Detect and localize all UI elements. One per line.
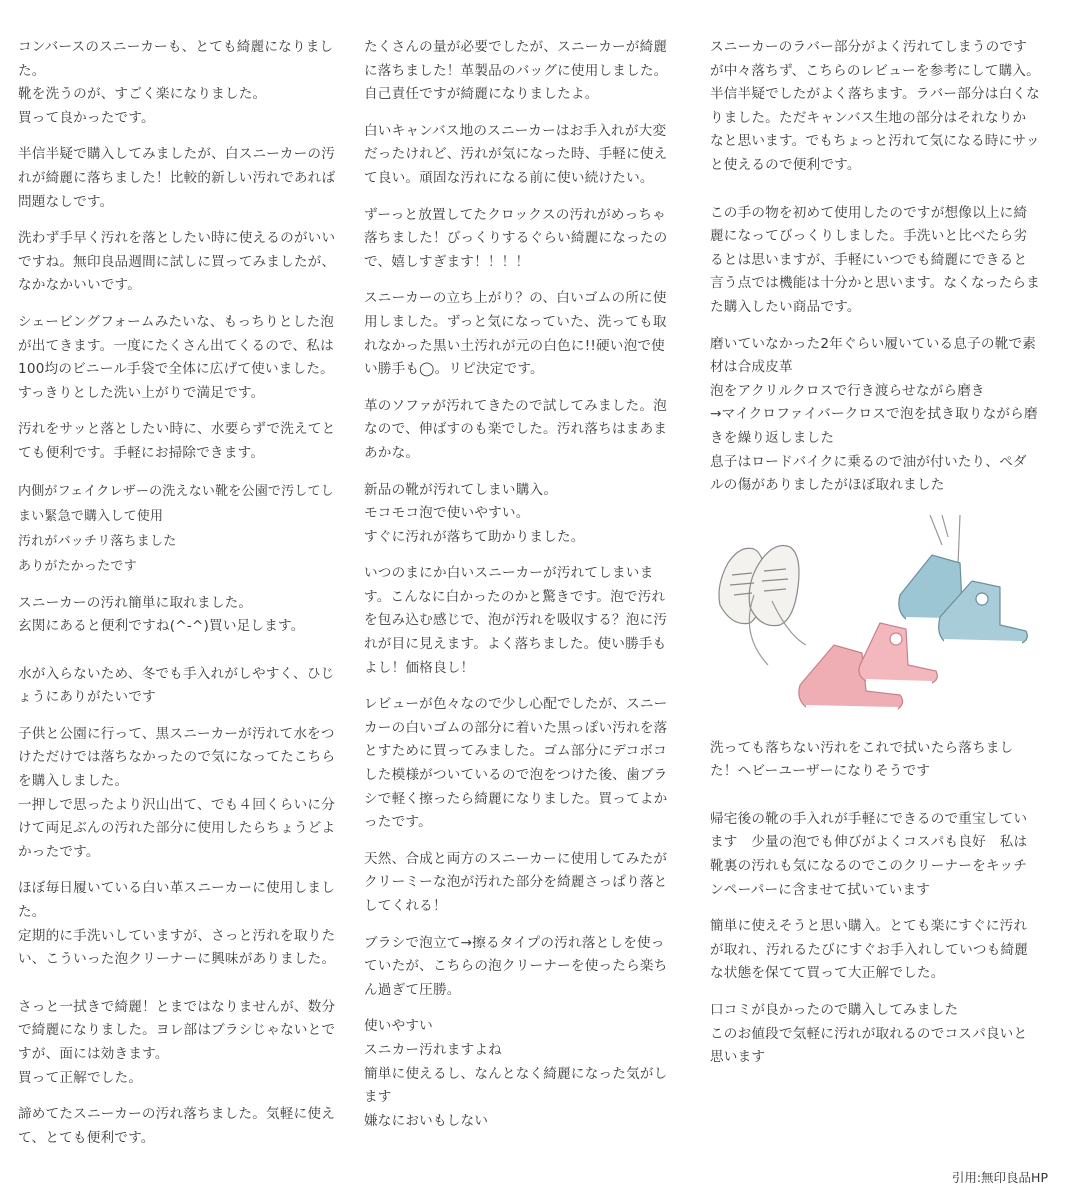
review-text: いつのまにか白いスニーカーが汚れてしまいます。こんなに白かったのかと驚きです。泡で汚れを包み込む感じで、泡が汚れを吸収する？泡に汚れが目に見えます。よく落ちました。使い勝手もよし！価格良し！ xyxy=(364,565,668,676)
review-text: 帰宅後の靴の手入れが手軽にできるので重宝しています 少量の泡でも伸びがよくコスパも良好 私は靴裏の汚れも気になるのでこのクリーナーをキッチンペーパーに含ませて拭いています xyxy=(710,810,1028,898)
review-text: 汚れをサッと落としたい時に、水要らずで洗えてとても便利です。手軽にお掃除できます。 xyxy=(18,421,336,461)
white-sneakers-icon xyxy=(719,545,806,665)
sneakers-illustration-icon xyxy=(710,515,1030,715)
source-credit: 引用:無印良品HP xyxy=(951,1170,1048,1185)
review-text: 水が入らないため、冬でも手入れがしやすく、ひじょうにありがたいです xyxy=(18,665,335,706)
review-text: 磨いていなかった2年ぐらい履いている息子の靴で素材は合成皮革 泡をアクリルクロスで行き渡らせながら磨き →マイクロファイバークロスで泡を拭き取りながら磨きを繰り返しました 息子はロードバイクに乗るので油が付いたり、ペダルの傷がありましたがほぼ取れました xyxy=(710,335,1038,494)
review-text: スニーカーの立ち上がり？の、白いゴムの所に使用しました。ずっと気になっていた、洗っても取れなかった黒い土汚れが元の白色に!!硬い泡で使い勝手も◯。リピ決定です。 xyxy=(364,290,667,378)
review-text: ずーっと放置してたクロックスの汚れがめっちゃ落ちました！びっくりするぐらい綺麗になったので、嬉しすぎます！！！！ xyxy=(364,206,668,270)
review-text: 諦めてたスニーカーの汚れ落ちました。気軽に使えて、とても便利です。 xyxy=(18,1106,335,1146)
review-text: ブラシで泡立て→擦るタイプの汚れ落としを使っていたが、こちらの泡クリーナーを使ったら楽ちん過ぎて圧勝。 xyxy=(364,934,668,998)
review-text: 半信半疑で購入してみましたが、白スニーカーの汚れが綺麗に落ちました！比較的新しい汚れであれば問題なしです。 xyxy=(18,146,336,210)
review-text: 天然、合成と両方のスニーカーに使用してみたがクリーミーな泡が汚れた部分を綺麗さっぱり落としてくれる！ xyxy=(364,850,668,914)
review-text: 内側がフェイクレザーの洗えない靴を公園で汚してしまい緊急で購入して使用 汚れがバッチリ落ちました ありがたかったです xyxy=(18,483,334,574)
review-column-3 xyxy=(710,36,1040,1083)
review-column-1 xyxy=(18,36,336,1163)
review-column-2 xyxy=(364,36,676,1146)
pink-sneakers-icon xyxy=(799,623,937,709)
review-text: スニーカーのラバー部分がよく汚れてしまうのですが中々落ちず、こちらのレビューを参考にして購入。半信半疑でしたがよく落ちます。ラバー部分は白くなりました。ただキャンバス生地の部分はそれなりかなと思います。でもちょっと汚れて気になる時にサッと使えるので便利です。 xyxy=(710,39,1040,173)
review-text: 洗っても落ちない汚れをこれで拭いたら落ちました！ヘビーユーザーになりそうです xyxy=(710,739,1014,780)
review-text: 簡単に使えそうと思い購入。とても楽にすぐに汚れが取れ、汚れるたびにすぐお手入れしていつも綺麗な状態を保てて買って大正解でした。 xyxy=(710,918,1029,982)
review-text: ほぼ毎日履いている白い革スニーカーに使用しました。 定期的に手洗いしていますが、さっと汚れを取りたい、こういった泡クリーナーに興味がありました。 xyxy=(18,880,336,968)
review-text: 白いキャンバス地のスニーカーはお手入れが大変だったけれど、汚れが気になった時、手軽に使えて良い。頑固な汚れになる前に使い続けたい。 xyxy=(364,122,668,186)
review-text: レビューが色々なので少し心配でしたが、スニーカーの白いゴムの部分に着いた黒っぽい汚れを落とすために買ってみました。ゴム部分にデコボコした模様がついているので泡をつけた後、歯ブラシで軽く擦ったら綺麗になりました。買ってよかったです。 xyxy=(364,696,668,831)
review-text: 口コミが良かったので購入してみました このお値段で気軽に汚れが取れるのでコスパ良いと思います xyxy=(710,1002,1028,1066)
review-text: スニーカーの汚れ簡単に取れました。 玄関にあると便利ですね(^-^)買い足します。 xyxy=(18,594,305,635)
review-text: 新品の靴が汚れてしまい購入。 モコモコ泡で使いやすい。 すぐに汚れが落ちて助かりました。 xyxy=(364,481,585,545)
review-text: 洗わず手早く汚れを落としたい時に使えるのがいいですね。無印良品週間に試しに買ってみましたが、なかなかいいです。 xyxy=(18,230,336,294)
review-text: 使いやすい スニカー汚れますよね 簡単に使えるし、なんとなく綺麗になった気がします 嫌なにおいもしない xyxy=(364,1018,668,1129)
review-text: この手の物を初めて使用したのですが想像以上に綺麗になってびっくりしました。手洗いと比べたら劣るとは思いますが、手軽にいつでも綺麗にできると言う点では機能は十分かと思います。なくなったらまた購入したい商品です。 xyxy=(710,204,1040,315)
blue-sneakers-icon xyxy=(899,515,1027,643)
review-text: 革のソファが汚れてきたので試してみました。泡なので、伸ばすのも楽でした。汚れ落ちはまあまあかな。 xyxy=(364,397,668,461)
review-text: 子供と公園に行って、黒スニーカーが汚れて水をつけただけでは落ちなかったので気になってたこちらを購入しました。 一押しで思ったより沢山出て、でも４回くらいに分けて両足ぶんの汚れた部分に使用したらちょうどよかったです。 xyxy=(18,725,336,860)
review-text: コンバースのスニーカーも、とても綺麗になりました。 靴を洗うのが、すごく楽になりました。 買って良かったです。 xyxy=(18,39,334,126)
review-text: シェービングフォームみたいな、もっちりとした泡が出てきます。一度にたくさん出てくるので、私は100均のビニール手袋で全体に広げて使いました。すっきりとした洗い上がりで満足です。 xyxy=(18,313,335,401)
review-text: たくさんの量が必要でしたが、スニーカーが綺麗に落ちました！革製品のバッグに使用しました。自己責任ですが綺麗になりましたよ。 xyxy=(364,39,668,103)
review-text: さっと一拭きで綺麗！とまではなりませんが、数分で綺麗になりました。ヨレ部はブラシじゃないとですが、面には効きます。 買って正解でした。 xyxy=(18,998,336,1086)
